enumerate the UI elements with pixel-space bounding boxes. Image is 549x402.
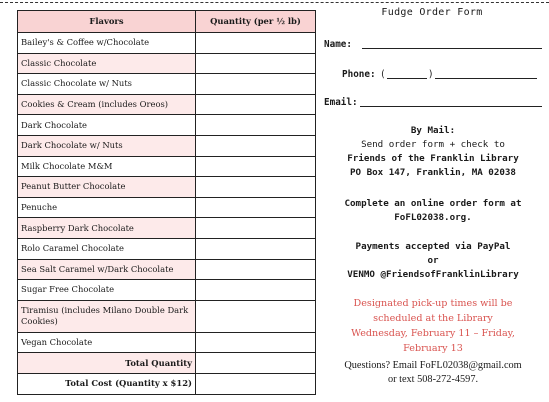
pickup-line-1: Designated pick-up times will be (353, 298, 513, 309)
quantity-cell[interactable] (196, 53, 316, 74)
total-quantity-row (18, 353, 316, 374)
mail-line-3: PO Box 147, Franklin, MA 02038 (350, 167, 516, 178)
email-field[interactable] (360, 106, 542, 107)
quantity-cell[interactable] (196, 135, 316, 156)
table-row (18, 238, 316, 259)
table-row (18, 135, 316, 156)
quantity-header: Quantity (per ½ lb) (196, 11, 316, 33)
flavor-name: Sugar Free Chocolate (18, 280, 196, 301)
online-line-2: FoFL02038.org. (394, 212, 472, 223)
flavor-name: Dark Chocolate (18, 115, 196, 136)
form-title: Fudge Order Form (381, 7, 483, 18)
total-cost-cell[interactable] (196, 373, 316, 394)
table-row (18, 115, 316, 136)
flavor-name: Vegan Chocolate (18, 332, 196, 353)
table-row (18, 280, 316, 301)
pickup-line-2: scheduled at the Library (373, 313, 493, 324)
pickup-line-4: February 13 (403, 343, 463, 354)
flavor-name: Classic Chocolate (18, 53, 196, 74)
quantity-cell[interactable] (196, 238, 316, 259)
total-cost-row (18, 373, 316, 394)
mail-line-2: Friends of the Franklin Library (347, 153, 519, 164)
total-quantity-label: Total Quantity (18, 353, 196, 374)
pickup-line-3: Wednesday, February 11 – Friday, (351, 328, 515, 339)
table-row (18, 218, 316, 239)
flavors-table (17, 10, 316, 395)
quantity-cell[interactable] (196, 115, 316, 136)
quantity-cell[interactable] (196, 156, 316, 177)
flavor-name: Dark Chocolate w/ Nuts (18, 135, 196, 156)
name-label: Name: (324, 39, 352, 50)
quantity-cell[interactable] (196, 300, 316, 332)
flavor-name: Bailey's & Coffee w/Chocolate (18, 33, 196, 54)
questions-line-2: or text 508-272-4597. (387, 373, 479, 385)
quantity-cell[interactable] (196, 33, 316, 54)
phone-number-field[interactable] (435, 78, 537, 79)
flavor-name: Tiramisu (includes Milano Double Dark Cookies) (18, 300, 196, 332)
questions-section (322, 359, 544, 386)
quantity-cell[interactable] (196, 332, 316, 353)
questions-line-1: Questions? Email FoFL02038@gmail.com (344, 360, 522, 371)
mail-line-1: Send order form + check to (361, 139, 505, 150)
phone-paren-open: ( (380, 69, 386, 80)
flavor-name: Milk Chocolate M&M (18, 156, 196, 177)
table-row (18, 94, 316, 115)
payments-line-2: or (427, 255, 439, 266)
quantity-cell[interactable] (196, 74, 316, 95)
payments-section (322, 240, 544, 282)
email-label: Email: (324, 97, 358, 108)
table-row (18, 156, 316, 177)
order-info-column (322, 0, 549, 402)
flavor-name: Penuche (18, 197, 196, 218)
table-row (18, 197, 316, 218)
payments-line-1: Payments accepted via PayPal (355, 241, 511, 252)
table-row (18, 300, 316, 332)
total-quantity-cell[interactable] (196, 353, 316, 374)
quantity-cell[interactable] (196, 259, 316, 280)
flavor-name: Classic Chocolate w/ Nuts (18, 74, 196, 95)
total-cost-label: Total Cost (Quantity x $12) (18, 373, 196, 394)
phone-area-code-field[interactable] (387, 78, 427, 79)
payments-line-3: VENMO @FriendsofFranklinLibrary (347, 269, 519, 280)
quantity-cell[interactable] (196, 197, 316, 218)
table-row (18, 332, 316, 353)
mail-heading: By Mail: (410, 125, 456, 136)
online-line-1: Complete an online order form at (344, 198, 522, 209)
table-row (18, 53, 316, 74)
quantity-cell[interactable] (196, 218, 316, 239)
quantity-cell[interactable] (196, 280, 316, 301)
pickup-notice (322, 296, 544, 356)
quantity-cell[interactable] (196, 177, 316, 198)
flavor-name: Peanut Butter Chocolate (18, 177, 196, 198)
online-section (322, 197, 544, 225)
table-row (18, 259, 316, 280)
name-field[interactable] (362, 48, 542, 49)
table-row (18, 74, 316, 95)
flavor-name: Rolo Caramel Chocolate (18, 238, 196, 259)
quantity-cell[interactable] (196, 94, 316, 115)
flavor-name: Cookies & Cream (includes Oreos) (18, 94, 196, 115)
table-row (18, 33, 316, 54)
phone-paren-close: ) (428, 69, 434, 80)
mail-section (322, 124, 544, 180)
flavor-name: Sea Salt Caramel w/Dark Chocolate (18, 259, 196, 280)
flavors-header: Flavors (18, 11, 196, 33)
table-row (18, 177, 316, 198)
flavor-name: Raspberry Dark Chocolate (18, 218, 196, 239)
table-header-row (18, 11, 316, 33)
phone-label: Phone: (342, 69, 376, 80)
